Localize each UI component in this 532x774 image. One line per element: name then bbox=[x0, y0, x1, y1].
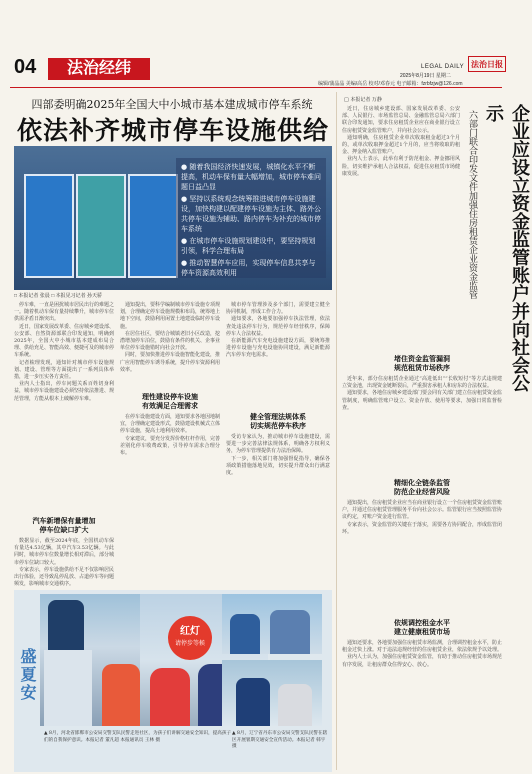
lead-kicker: 四部委明确2025年全国大中小城市基本建成城市停车系统 bbox=[31, 98, 313, 111]
right-column-3 bbox=[342, 640, 502, 770]
lead-subhead-2: 理性建设停车设施 有效满足合理需求 bbox=[142, 392, 198, 410]
photo-caption-left: ▲ 8月，河北省邯郸市公安局交警支队民警走进社区，为孩子们讲解交通安全知识，提高孩子们的自我保护意识。本报记者 董凡超 本报通讯员 王林 摄 bbox=[44, 731, 232, 743]
photo-police-with-child bbox=[40, 594, 140, 726]
right-column-1 bbox=[342, 376, 502, 474]
right-headline: 企业应设立资金监管账户并向社会公示 bbox=[483, 104, 530, 392]
newspaper-logo: 法治日报 bbox=[468, 56, 506, 72]
sign-subtext: 请停步等候 bbox=[174, 640, 205, 647]
paragraph: 下一步，相关部门将加强督促指导，确保各项政策措施落地见效，切实提升群众出行满意度。 bbox=[226, 455, 330, 477]
right-subhead-1: 堵住资金监管漏洞 规范租赁市场秩序 bbox=[394, 354, 450, 372]
paragraph: 专家表示，资金监管的关键在于落实，需要各方协同配合，形成监管闭环。 bbox=[342, 521, 503, 535]
right-column-2 bbox=[342, 500, 502, 612]
daily-label: LEGAL DAILY bbox=[421, 64, 465, 70]
paragraph: 近年来，部分住房租赁企业通过“高进低出”“长收短付”等方式违规建立资金池，出现资金链断裂后，严重损害承租人和房东的合法权益。 bbox=[342, 376, 502, 390]
hero-point: ● 随着我国经济快速发展，城镇化水平不断提高，机动车保有量大幅增加，城市停车难问题日益凸显 bbox=[181, 163, 321, 191]
red-light-sign bbox=[168, 616, 212, 660]
paragraph: 专家表示，停车设施供给不足不仅影响居民出行体验，还导致乱停乱放、占道停车等问题频发，影响城市交通秩序。 bbox=[14, 566, 115, 588]
right-byline: □ 本报记者 万静 bbox=[344, 97, 382, 103]
photo-officers-top bbox=[222, 594, 322, 654]
hero-point: ● 在城市停车设施规划建设中，要坚持规划引领，科学合理布局 bbox=[181, 237, 316, 255]
paragraph: 城市停车管理涉及多个部门，需要建立健全协同机制，形成工作合力。 bbox=[226, 302, 330, 316]
paragraph: 同时，要加快推进停车设施智能化建设，推广应用智能停车诱导系统，提升停车资源利用效率。 bbox=[120, 352, 221, 373]
masthead-rule bbox=[10, 87, 502, 88]
photo-feature-title: 盛夏安 bbox=[18, 648, 37, 702]
hero-point: ● 坚持以系统观念统筹推进城市停车设施建设，加快构建以配建停车设施为主体、路外公共停车设施为辅助、路内停车为补充的城市停车系统 bbox=[181, 195, 321, 233]
lead-column-3 bbox=[226, 302, 330, 402]
paragraph: 数据显示，截至2024年底，全国机动车保有量达4.53亿辆，其中汽车3.53亿辆。与此同时，城市停车位数量增长相对滞后，部分城市停车位缺口较大。 bbox=[14, 538, 115, 566]
hero-image bbox=[14, 146, 332, 290]
paragraph: 记者梳理发现，通知针对城市停车设施规划、建设、管理等方面提出了一系列具体举措，进一步压实各方责任。 bbox=[14, 359, 114, 381]
paragraph: 业内人士指出，停车问题关系百姓切身利益，城市停车设施建设必须坚持依法推进、规范管理，方能从根本上破解停车难。 bbox=[14, 381, 115, 402]
paragraph: 专家建议，要充分发挥价格杠杆作用，完善差别化停车收费政策，引导停车需求合理分布。 bbox=[120, 435, 221, 457]
paragraph: 停车难，一直是困扰城市居民出行的难题之一。随着机动车保有量持续攀升，城市停车位供需矛盾日渐突出。 bbox=[14, 302, 115, 323]
lead-byline: □ 本报记者 张晨 □ 本报见习记者 孙天骄 bbox=[14, 293, 102, 299]
paragraph: 通知要求，各地住房城乡建设部门要会同有关部门建立住房租赁资金监管制度，明确监管账户设立、资金存放、使用等要求，加强日常监督检查。 bbox=[342, 390, 503, 411]
paragraph: 在新能源汽车充电设施建设方面，要统筹推进停车设施与充电设施协同建设，满足新能源汽车停车充电需求。 bbox=[226, 338, 330, 359]
paragraph: 近日，国家发展改革委、住房城乡建设部、公安部、自然资源部联合印发通知，明确到2025年，全国大中小城市基本建成布局合理、供给充足、智能高效、便捷可及的城市停车系统。 bbox=[14, 323, 115, 359]
lead-headline: 依法补齐城市停车设施供给 bbox=[16, 116, 329, 145]
paragraph: 通知要求，各地要加强停车执法管理，依法查处违法停车行为，规范停车经营秩序，保障停车人合法权益。 bbox=[226, 316, 330, 337]
right-kicker: 六部门联合印发文件加强住房租赁企业资金监管 bbox=[467, 110, 477, 299]
paragraph: 通知还要求，各地要加强住房租赁市场监测，合理调控租金水平，防止租金过快上涨。对于违法违规经营的住房租赁企业，依法依规予以处理。 bbox=[342, 640, 503, 654]
paragraph: 通知明确，住房租赁企业单次收取租金超过3个月的，或单次收取押金超过1个月的，应当将收取的租金、押金纳入监管账户。 bbox=[342, 134, 460, 156]
lead-column-3b bbox=[226, 434, 330, 586]
lead-column-1b bbox=[14, 538, 114, 586]
page-number: 04 bbox=[14, 56, 37, 78]
right-subhead-2: 精细化全链条监管 防范企业经营风险 bbox=[394, 478, 450, 496]
hero-summary-box bbox=[176, 158, 326, 278]
paragraph: 通知提出，住房租赁企业应当在商业银行设立一个住房租赁资金监管账户，并通过住房租赁管理服务平台向社会公示。监管银行应当按照监管协议约定，对账户资金进行监管。 bbox=[342, 500, 503, 521]
sign-text: 红灯 bbox=[180, 626, 200, 637]
lead-column-2b bbox=[120, 414, 220, 586]
paragraph: 业内人士认为，加强住房租赁资金监管，有助于推动住房租赁市场规范有序发展，让租房群众住得安心、放心。 bbox=[342, 654, 503, 668]
lead-column-1 bbox=[14, 302, 114, 512]
column-divider bbox=[336, 92, 337, 770]
paragraph: 通知提出，要科学编制城市停车设施专项规划，合理确定停车设施规模和布局，统筹地上地下空间，鼓励利用闲置土地建设临时停车设施。 bbox=[120, 302, 221, 330]
photo-officers-bottom bbox=[222, 660, 322, 726]
lead-subhead-1: 汽车新增保有量增加 停车位缺口扩大 bbox=[32, 516, 96, 534]
right-intro bbox=[342, 106, 460, 348]
paragraph: 在居住社区，要结合城镇老旧小区改造，挖潜增加停车泊位，鼓励有条件的机关、企事业单位停车设施错时向社会开放。 bbox=[120, 330, 221, 352]
section-title: 法治经纬 bbox=[48, 58, 150, 80]
right-subhead-3: 依规调控租金水平 建立健康租赁市场 bbox=[394, 618, 450, 636]
lead-subhead-3: 健全管理法规体系 切实规范停车秩序 bbox=[250, 412, 306, 430]
paragraph: 受访专家认为，推动城市停车设施建设，需要进一步完善法律法规体系，明确各方权利义务，为停车管理提供有力法治保障。 bbox=[226, 434, 330, 455]
paragraph: 业内人士表示，此举有利于防范租金、押金挪用风险，切实维护承租人合法权益，促进住房租赁市场健康发展。 bbox=[342, 156, 460, 177]
editor-credits: 编辑/蒲晶晶 美编/高岳 校对/邓春元 电子邮箱：fzrbfzjw@126.com bbox=[318, 81, 463, 87]
paragraph: 在停车设施建设方面，通知要求各地因地制宜，合理确定建设形式，鼓励建设机械式立体停车设施，提高土地利用效率。 bbox=[120, 414, 221, 435]
issue-date: 2025年8月19日 星期二 bbox=[400, 73, 451, 79]
photo-caption-right: ▲ 8月，辽宁省丹东市公安局交警支队民警在辖区开展暑期交通安全宣传活动。本报记者 韩宇 摄 bbox=[232, 731, 328, 750]
paragraph: 近日，住房城乡建设部、国家发展改革委、公安部、人民银行、市场监管总局、金融监管总局六部门联合印发通知，要求住房租赁企业应在商业银行设立住房租赁资金监管账户，并向社会公示。 bbox=[342, 106, 460, 134]
hero-point: ● 推动智慧停车应用，实现停车信息共享与停车资源高效利用 bbox=[181, 259, 316, 277]
